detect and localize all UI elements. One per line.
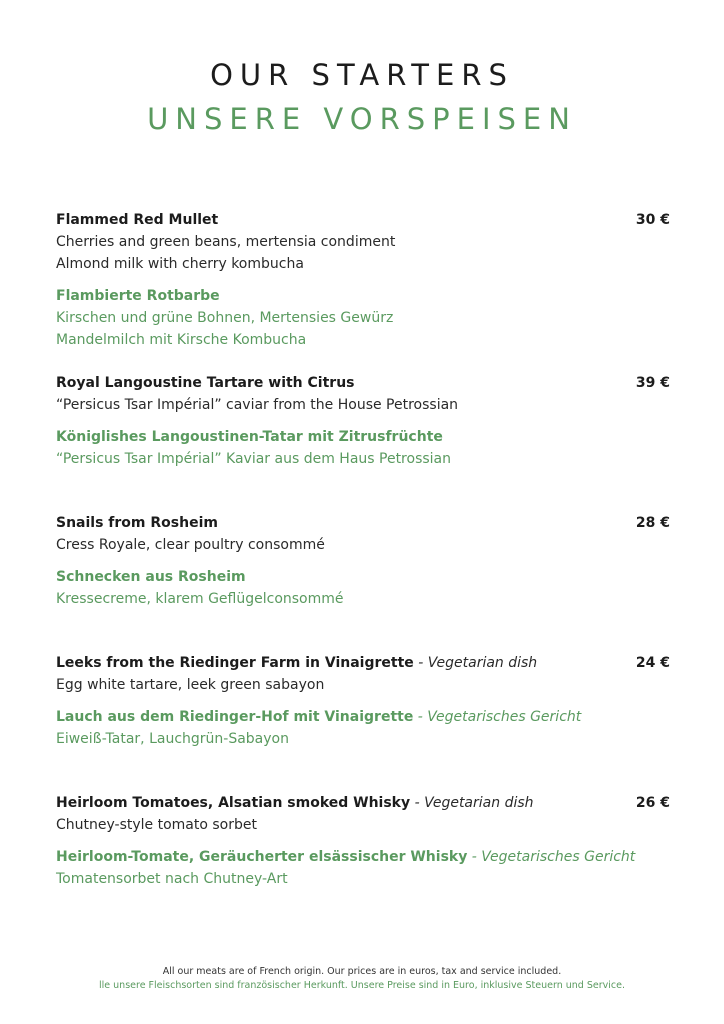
vegetarian-note-de: - Vegetarisches Gericht — [413, 709, 582, 725]
dish-price: 39 € — [635, 375, 670, 391]
menu-item-1 — [56, 209, 670, 351]
dish-price: 24 € — [635, 655, 670, 671]
dish-name-de: Schnecken aus Rosheim — [56, 569, 246, 585]
dish-name-de: Lauch aus dem Riedinger-Hof mit Vinaigrette — [56, 709, 414, 725]
dish-description-en: Chutney-style tomato sorbet — [56, 817, 257, 833]
dish-name-en: Royal Langoustine Tartare with Citrus — [56, 375, 355, 391]
page-title-en: OUR STARTERS — [210, 58, 514, 92]
footer-note-en: All our meats are of French origin. Our prices are in euros, tax and service included. — [162, 966, 562, 977]
dish-description-de: Kressecreme, klarem Geflügelconsommé — [56, 591, 344, 607]
dish-name-de: Heirloom-Tomate, Geräucherter elsässischer Whisky — [56, 849, 468, 865]
menu-item-2 — [56, 372, 670, 470]
menu-item-4 — [56, 652, 670, 750]
vegetarian-note-en: - Vegetarian dish — [410, 795, 534, 811]
vegetarian-note-de: - Vegetarisches Gericht — [467, 849, 636, 865]
dish-name-en: Flammed Red Mullet — [56, 212, 219, 228]
dish-description-en: “Persicus Tsar Impérial” caviar from the House Petrossian — [56, 397, 459, 413]
menu-item-3 — [56, 512, 670, 610]
dish-name-de: Königlishes Langoustinen-Tatar mit Zitrusfrüchte — [56, 429, 443, 445]
page-title-de: UNSERE VORSPEISEN — [147, 102, 577, 136]
dish-price: 30 € — [635, 212, 670, 228]
dish-name-en: Heirloom Tomatoes, Alsatian smoked Whisky — [56, 795, 411, 811]
dish-price: 28 € — [635, 515, 670, 531]
dish-name-en: Leeks from the Riedinger Farm in Vinaigrette — [56, 655, 414, 671]
menu-item-5 — [56, 792, 670, 890]
dish-description-en: Cress Royale, clear poultry consommé — [56, 537, 325, 553]
footer-note-de: lle unsere Fleischsorten sind französischer Herkunft. Unsere Preise sind in Euro, inklusive Steuern und Service. — [99, 980, 625, 991]
dish-description-en: Egg white tartare, leek green sabayon — [56, 677, 325, 693]
dish-description-de: “Persicus Tsar Impérial” Kaviar aus dem Haus Petrossian — [56, 451, 452, 467]
dish-description-en: Cherries and green beans, mertensia condiment — [56, 234, 396, 250]
dish-description-de: Eiweiß-Tatar, Lauchgrün-Sabayon — [56, 731, 289, 747]
dish-description-de: Mandelmilch mit Kirsche Kombucha — [56, 332, 307, 348]
vegetarian-note-en: - Vegetarian dish — [413, 655, 538, 671]
dish-description-en: Almond milk with cherry kombucha — [56, 256, 304, 272]
dish-description-de: Kirschen und grüne Bohnen, Mertensies Gewürz — [56, 310, 394, 326]
dish-price: 26 € — [635, 795, 670, 811]
dish-description-de: Tomatensorbet nach Chutney-Art — [56, 871, 288, 887]
dish-name-de: Flambierte Rotbarbe — [56, 288, 220, 304]
dish-name-en: Snails from Rosheim — [56, 515, 218, 531]
